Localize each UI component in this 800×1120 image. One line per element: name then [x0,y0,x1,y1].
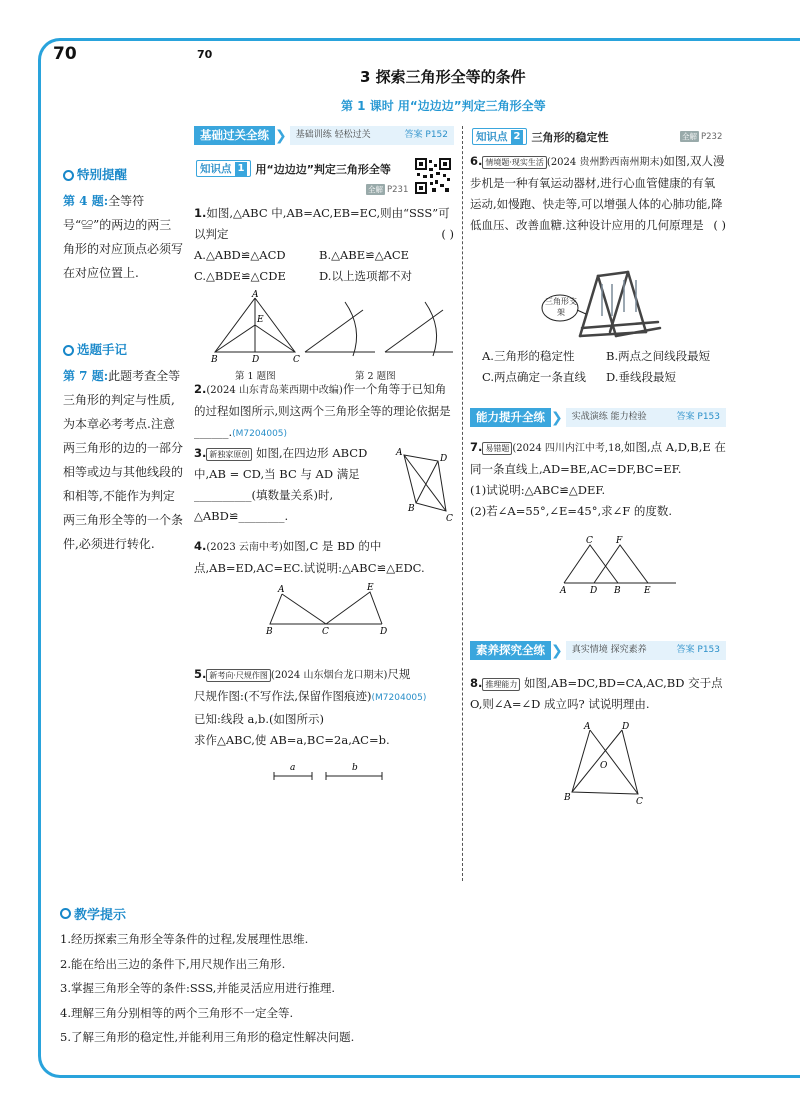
knowledge-point-2: 知识点 2 三角形的稳定性 [472,128,608,145]
question-7: 7. 易错题 (2024 四川内江中考,18,如图,点 A,D,B,E 在同一条直线上,AD=BE,AC=DF,BC=EF. (1)试说明:△ABC≌△DEF. (2)若∠A=55°,∠E=45°,求∠F 的度数. [470,440,726,518]
fig1-caption: 第 1 题图 [235,371,276,382]
figure-q5-segments [270,758,390,784]
section-banner-literacy: 素养探究全练 ❯ 真实情境 探究素养 答案 P153 [470,641,726,660]
svg-text:B: B [564,793,571,803]
svg-text:E: E [644,586,651,596]
segment-a-label: a [290,763,296,773]
question-2: 2.(2024 山东青岛莱西期中改编)作一个角等于已知角的过程如图所示,则这两个三角形全等的理论依据是______.(M7204005) [194,382,451,439]
teaching-tip: 1.经历探索三角形全等条件的过程,发展理性思维. [60,932,309,946]
svg-text:A: A [396,448,403,458]
page-number-small: 70 [197,48,213,61]
circle-bullet-icon [60,908,71,919]
fig1-label: B [211,355,218,365]
svg-text:C: C [322,627,329,637]
reminder-text: 第 4 题:全等符号“≌”的两边的两三角形的对应顶点必须写在对应位置上. [63,194,184,280]
question-5: 5. 新考向·尺规作图 (2024 山东烟台龙口期末)尺规 尺规作图:(不写作法,保留作图痕迹)(M7204005) 已知:线段 a,b.(如图所示) 求作△ABC,使 AB=a,BC=2a,AC=b. [194,667,427,747]
selection-heading: 选题手记 [63,338,183,362]
svg-text:A: A [278,585,285,595]
svg-text:D: D [590,586,598,596]
fig1-label: E [257,315,264,325]
teaching-tips-heading: 教学提示 [60,904,760,923]
q1-option-d[interactable]: D.以上选项都不对 [319,269,412,283]
walker-callout: 三角形支架 [545,297,577,317]
tag-new-direction: 新考向·尺规作图 [206,669,271,682]
figure-q6-walker [540,266,670,342]
figure-q4 [262,582,392,638]
teaching-tips [60,904,760,1050]
svg-text:D: D [440,454,448,464]
tag-error-prone: 易错题 [482,442,512,455]
page-number: 70 [53,44,77,64]
qr-code-icon[interactable] [415,158,451,194]
q6-option-b[interactable]: B.两点之间线段最短 [606,349,711,363]
teaching-tip: 5.了解三角形的稳定性,并能利用三角形的稳定性解决问题. [60,1030,355,1044]
tag-original: 新独家原创 [206,448,252,461]
circle-bullet-icon [63,170,74,181]
question-8: 8. 推理能力 如图,AB=DC,BD=CA,AC,BD 交于点 O,则∠A=∠D 成立吗? 试说明理由. [470,676,723,711]
answer-ref[interactable]: 答案 P153 [676,645,720,655]
segment-b-label: b [352,763,358,773]
chevron-right-icon: ❯ [275,127,287,144]
question-4: 4.(2023 云南中考)如图,C 是 BD 的中点,AB=ED,AC=EC.试说明:△ABC≌△EDC. [194,539,425,575]
svg-text:A: A [584,722,591,732]
fig1-label: C [293,355,300,365]
q6-option-c[interactable]: C.两点确定一条直线 [482,370,587,384]
svg-text:D: D [380,627,388,637]
question-3: 3. 新独家原创 如图,在四边形 ABCD 中,AB = CD,当 BC 与 AD 满足 __________(填数量关系)时, △ABD≌________. [194,446,368,523]
svg-text:F: F [616,536,623,546]
answer-ref[interactable]: 答案 P153 [676,412,720,422]
figure-q3 [394,445,456,527]
lesson-title: 3 探索三角形全等的条件 [360,68,526,86]
figure-q7 [558,533,690,597]
q1-option-c[interactable]: C.△BDE≌△CDE [194,269,286,283]
fig2-caption: 第 2 题图 [355,371,396,382]
svg-text:A: A [560,586,567,596]
kp2-reference[interactable]: 全解 P232 [682,131,723,142]
question-6-options [482,346,732,388]
column-divider [462,126,463,881]
kp1-reference[interactable]: 全解 P231 [368,184,409,195]
tag-real-life: 情境题·现实生活 [482,156,547,169]
svg-text:O: O [600,761,608,771]
chevron-right-icon: ❯ [551,409,563,426]
question-1: 1.如图,△ABC 中,AB=AC,EB=EC,则由“SSS”可以判定 ( ) A.△ABD≌△ACD B.△ABE≌△ACE C.△BDE≌△CDE D.以上选项都不对 [194,203,454,287]
q1-option-b[interactable]: B.△ABE≌△ACE [319,248,410,262]
fig1-label: A [252,290,259,300]
q1-options [194,245,454,287]
svg-text:B: B [408,504,415,514]
figure-q8 [560,720,644,808]
svg-text:D: D [622,722,630,732]
q6-option-a[interactable]: A.三角形的稳定性 [482,349,575,363]
sidebar-note-reminder [63,163,183,285]
svg-text:B: B [266,627,273,637]
teaching-tip: 2.能在给出三边的条件下,用尺规作出三角形. [60,956,286,971]
answer-ref[interactable]: 答案 P152 [404,130,448,140]
q6-option-d[interactable]: D.垂线段最短 [606,370,676,384]
question-6: 6. 情境题·现实生活 (2024 贵州黔西南州期末)如图,双人漫步机是一种有氧运动器材,进行心血管健康的有氧运动,如慢跑、快走等,可以增强人体的心肺功能,降低血压、改善血糖.这种设计应用的几何原理是 ( ) [470,154,726,232]
teaching-tip: 4.理解三角分别相等的两个三角形不一定全等. [60,1005,294,1020]
section-banner-ability: 能力提升全练 ❯ 实战演练 能力检验 答案 P153 [470,408,726,427]
lesson-subtitle: 第 1 课时 用“边边边”判定三角形全等 [341,99,546,113]
tag-reasoning: 推理能力 [482,678,520,691]
chevron-right-icon: ❯ [551,642,563,659]
svg-text:C: C [586,536,593,546]
svg-text:C: C [446,514,453,524]
svg-text:B: B [614,586,621,596]
q1-option-a[interactable]: A.△ABD≌△ACD [194,248,286,262]
circle-bullet-icon [63,345,74,356]
svg-text:E: E [367,583,374,593]
section-banner-basic: 基础过关全练 ❯ 基础训练 轻松过关 答案 P152 [194,126,454,145]
figure-q1-q2 [205,290,455,370]
selection-text: 第 7 题:此题考查全等三角形的判定与性质,为本章必考考点.注意两三角形的边的一部分相等或边与其他线段的和相等,不能作为判定两三角形全等的一个条件,必须进行转化. [63,369,184,551]
knowledge-point-1: 知识点 1 用“边边边”判定三角形全等 [196,160,391,177]
reminder-heading: 特别提醒 [63,163,183,187]
teaching-tip: 3.掌握三角形全等的条件:SSS,并能灵活应用进行推理. [60,981,335,995]
fig1-label: D [252,355,260,365]
sidebar-note-selection [63,338,183,556]
svg-text:C: C [636,797,643,807]
